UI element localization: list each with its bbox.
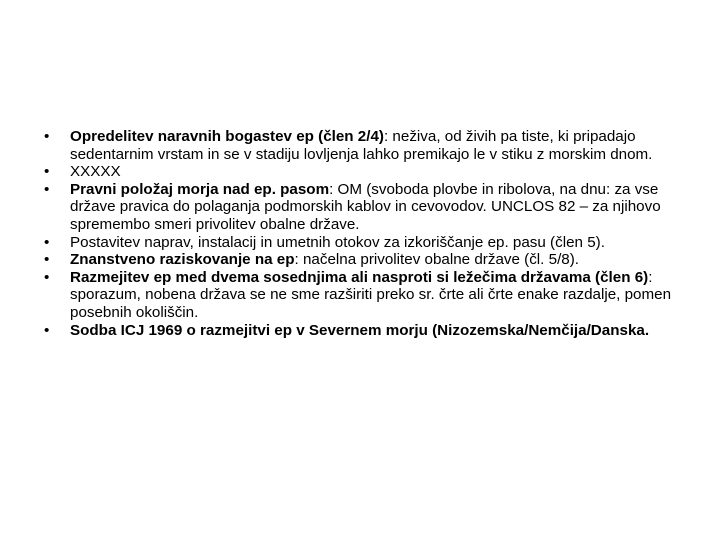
bullet-item-7 [44, 322, 684, 340]
bullet-icon: • [44, 321, 50, 339]
bullet-item-1 [44, 128, 684, 163]
bullet-item-5 [44, 251, 684, 269]
bullet-4-text: Postavitev naprav, instalacij in umetnih otokov za izkoriščanje ep. pasu (člen 5). [70, 233, 605, 251]
bullet-2-text: XXXXX [70, 163, 121, 181]
bullet-icon: • [44, 180, 50, 198]
bullet-3-text: : OM (svoboda plovbe in ribolova, na dnu: za vse države pravica do polaganja podmorskih kablov in cevovodov. UNCLOS 82 – za njihovo spremembo smeri privolitev obalne države. [70, 180, 661, 233]
bullet-icon: • [44, 163, 50, 181]
bullet-5-text: : načelna privolitev obalne države (čl. 5/8). [294, 251, 580, 269]
bullet-5-bold: Znanstveno raziskovanje na ep [70, 251, 295, 269]
bullet-7-bold: Sodba ICJ 1969 o razmejitvi ep v Severnem morju (Nizozemska/Nemčija/Danska. [70, 321, 650, 339]
bullet-item-2 [44, 163, 684, 181]
bullet-3-bold: Pravni položaj morja nad ep. pasom [70, 180, 330, 198]
bullet-icon: • [44, 233, 50, 251]
bullet-list [44, 128, 684, 339]
bullet-icon: • [44, 268, 50, 286]
bullet-1-text: : neživa, od živih pa tiste, ki pripadajo sedentarnim vrstam in se v stadiju lovljenja lahko premikajo le v stiku z morskim dnom. [70, 128, 653, 163]
bullet-1-bold: Opredelitev naravnih bogastev ep (člen 2/4) [70, 128, 384, 145]
bullet-icon: • [44, 128, 50, 145]
bullet-item-4 [44, 234, 684, 252]
bullet-item-3 [44, 181, 684, 234]
bullet-6-text: : sporazum, nobena država se ne sme razširiti preko sr. črte ali črte enake razdalje, pomen posebnih okoliščin. [70, 268, 672, 321]
bullet-icon: • [44, 251, 50, 269]
bullet-6-bold: Razmejitev ep med dvema sosednjima ali nasproti si ležečima državama (člen 6) [70, 268, 649, 286]
bullet-item-6 [44, 269, 684, 322]
